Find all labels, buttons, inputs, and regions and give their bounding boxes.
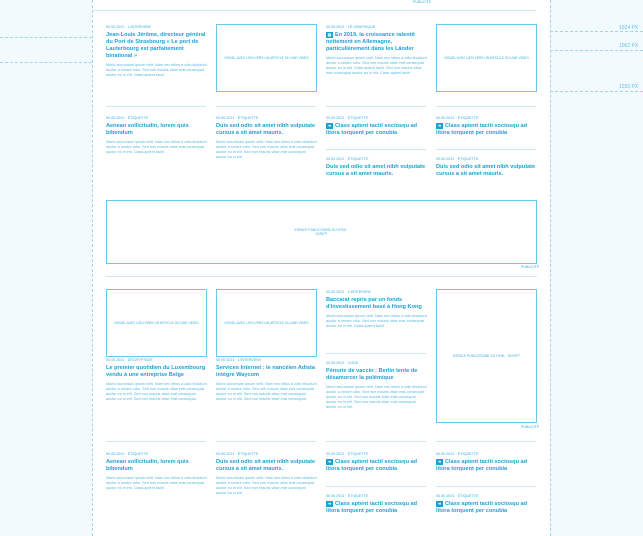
article-title-text: Class aptent taciti sociosqu ad litora torquent per conubia: [436, 459, 528, 472]
video-placeholder[interactable]: [216, 24, 317, 92]
placeholder-label: VISUEL AVEC LIEN VERS UN ARTICLE OU UNE VIDÉO: [444, 56, 529, 60]
placeholder-label: ESPACE PUBLICITAIRE OU HTML · SCRIPT: [294, 228, 349, 236]
divider: [106, 106, 206, 107]
article-meta: 00.00.2021 · ÉTIQUETTE: [326, 116, 369, 120]
guide-line-1062: [550, 50, 643, 51]
article-title[interactable]: Le premier quotidien du Luxembourg vendu à une entreprise Belge: [106, 365, 206, 378]
divider: [106, 441, 206, 442]
article-meta: 00.00.2021 · ÉTIQUETTE: [326, 157, 369, 161]
article-title[interactable]: Baccarat repris par un fonds d'investissement basé à Hong Kong: [326, 297, 422, 310]
article-excerpt: Morbi accumsan ipsum velit. Nam nec tellus a odio tincidunt auctor a ornare odio. Sed non mauris vitae erat consequat auctor eu in elit. Sed non mauris vitae erat consequat auctor eu in elit.: [216, 476, 317, 495]
article-meta: 00.00.2021 · ÉTIQUETTE: [216, 116, 259, 120]
article-title[interactable]: Duis sed odio sit amet nibh vulputate cursus a sit amet mauris.: [216, 123, 316, 136]
arrow-icon: ➜: [327, 501, 332, 506]
chart-icon: ▤: [327, 32, 332, 37]
article-b1[interactable]: [106, 116, 207, 155]
divider: [326, 149, 426, 150]
article-title[interactable]: Services Internet : le nancéien Adista intègre Waycom: [216, 365, 315, 378]
article-title[interactable]: Aenean sollicitudin, lorem quis bibendum: [106, 459, 189, 472]
article-excerpt: Morbi accumsan ipsum velit. Nam nec tellus a odio tincidunt auctor a ornare odio. Sed non mauris vitae erat consequat auctor eu in elit. Sed non mauris vitae erat consequat auctor eu in elit. Sed non mauris vitae erat consequat auctor eu in elit.: [326, 385, 427, 409]
right-margin: [550, 0, 643, 536]
guide-label-1024: 1024 PX: [619, 25, 639, 31]
article-excerpt: Morbi accumsan ipsum velit. Nam nec tellus a odio tincidunt auctor a ornare odio. Sed non mauris vitae erat consequat auctor eu in elit. Class aptent taciti.: [326, 314, 427, 328]
article-title[interactable]: Duis sed odio sit amet nibh vulputate cursus a sit amet mauris.: [326, 164, 426, 177]
article-b6[interactable]: [436, 157, 537, 178]
divider: [216, 106, 316, 107]
placeholder-label: VISUEL AVEC LIEN VERS UN ARTICLE OU UNE VIDÉO: [224, 56, 309, 60]
top-divider: [92, 10, 536, 11]
article-d1[interactable]: [106, 452, 207, 491]
article-b3[interactable]: [326, 116, 427, 137]
ad-label: PUBLICITÉ: [521, 265, 540, 269]
article-d6[interactable]: [436, 494, 537, 515]
article-meta: 00.00.2021 · CODE: [326, 361, 359, 365]
article-meta: 00.00.2021 · ÉTIQUETTE: [436, 116, 479, 120]
article-title-text: Class aptent taciti sociosqu ad litora torquent per conubia: [436, 123, 528, 136]
divider: [326, 106, 426, 107]
top-pub-label: PUBLICITÉ: [413, 0, 432, 4]
guide-line-1062-left: [0, 62, 92, 63]
article-title[interactable]: [326, 459, 427, 473]
arrow-icon: ➜: [437, 501, 442, 506]
article-excerpt: Morbi accumsan ipsum velit. Nam nec tellus a odio tincidunt auctor a ornare odio. Sed non mauris vitae erat consequat auctor eu in elit. Class aptent taciti. Sed non mauris vitae erat consequat auctor eu in elit. Class aptent taciti.: [326, 56, 427, 75]
video-placeholder[interactable]: [216, 289, 317, 357]
article-title[interactable]: [326, 501, 427, 515]
article-meta: 00.00.2021 · ÉTIQUETTE: [106, 452, 149, 456]
article-meta: 00.00.2021 · ÉTIQUETTE: [106, 116, 149, 120]
article-d3[interactable]: [326, 452, 427, 473]
article-title-text: Class aptent taciti sociosqu ad litora torquent per conubia: [326, 459, 418, 472]
ad-square[interactable]: [436, 289, 537, 423]
divider: [436, 106, 536, 107]
divider: [326, 353, 426, 354]
article-title-text: Class aptent taciti sociosqu ad litora torquent per conubia: [326, 123, 418, 136]
article-meta: 00.00.2021 · L'INTERVIEW: [106, 25, 151, 29]
article-title[interactable]: Duis sed odio sit amet nibh vulputate cursus a sit amet mauris.: [216, 459, 316, 472]
article-b2[interactable]: [216, 116, 317, 160]
content-right-guide: [550, 0, 551, 536]
article-title[interactable]: Aenean sollicitudin, lorem quis bibendum: [106, 123, 189, 136]
section-divider: [106, 276, 537, 277]
guide-line-1024-left: [0, 37, 92, 38]
divider: [436, 149, 536, 150]
placeholder-label: VISUEL AVEC LIEN VERS UN ARTICLE OU UNE VIDÉO: [224, 321, 309, 325]
article-d5[interactable]: [326, 494, 427, 515]
article-c1[interactable]: [326, 290, 427, 329]
arrow-icon: ➜: [437, 459, 442, 464]
article-meta: 00.00.2021 · ÉTIQUETTE: [436, 157, 479, 161]
article-meta: 00.00.2021 · ÉTIQUETTE: [436, 452, 479, 456]
article-meta: 00.00.2021 · L'INTERVIEW: [326, 290, 371, 294]
article-meta: 00.00.2021 · ÉTIQUETTE: [436, 494, 479, 498]
article-title[interactable]: [326, 32, 427, 53]
video-placeholder[interactable]: [436, 24, 537, 92]
divider: [436, 441, 536, 442]
article-excerpt: Morbi accumsan ipsum velit. Nam nec tellus a odio tincidunt auctor a ornare odio. Sed non mauris vitae erat consequat auctor eu in elit. Class aptent taciti.: [106, 63, 207, 77]
article-excerpt: Morbi accumsan ipsum velit. Nam nec tellus a odio tincidunt auctor a ornare odio. Sed non mauris vitae erat consequat auctor eu in elit. Sed non mauris vitae erat consequat auctor eu in elit. Sed non mauris vitae erat consequat.: [216, 382, 317, 401]
arrow-icon: ➜: [437, 123, 442, 128]
article-a1[interactable]: [106, 25, 207, 78]
article-d2[interactable]: [216, 452, 317, 496]
article-title[interactable]: [436, 459, 537, 473]
guide-label-1250: 1250 PX: [619, 84, 639, 90]
ad-label: PUBLICITÉ: [521, 425, 540, 429]
video-placeholder[interactable]: [106, 289, 207, 357]
article-title-text: Class aptent taciti sociosqu ad litora torquent per conubia: [326, 501, 418, 514]
guide-line-1024: [550, 31, 643, 32]
divider: [326, 486, 426, 487]
guide-line-1250: [550, 91, 643, 92]
content-left-guide: [92, 0, 93, 536]
guide-label-1062: 1062 PX: [619, 43, 639, 49]
ad-banner[interactable]: [106, 200, 537, 264]
article-meta: 00.00.2021 · LE GRAPHIQUE: [326, 25, 376, 29]
article-excerpt: Morbi accumsan ipsum velit. Nam nec tellus a odio tincidunt auctor a ornare odio. Sed non mauris vitae erat consequat auctor eu in elit. Class aptent taciti.: [106, 140, 207, 154]
article-c3[interactable]: [216, 358, 317, 402]
article-meta: 00.00.2021 · L'INTERVIEW: [216, 358, 261, 362]
arrow-icon: ➜: [327, 123, 332, 128]
divider: [216, 441, 316, 442]
article-b4[interactable]: [436, 116, 537, 137]
divider: [326, 441, 426, 442]
article-title[interactable]: [326, 123, 427, 137]
article-a2[interactable]: [326, 25, 427, 76]
article-title-text: En 2019, la croissance ralentit nettement en Allemagne, particulièrement dans les Länder: [326, 32, 415, 52]
article-title[interactable]: Pénurie de vaccin : Berlin tente de désamorcer la polémique: [326, 368, 418, 381]
article-meta: 00.00.2021 · ÉTIQUETTE: [326, 452, 369, 456]
article-title[interactable]: Jean-Louis Jérôme, directeur général du Port de Strasbourg « Le port de Lauterbourg est parfaitement binational »: [106, 32, 206, 59]
article-b5[interactable]: [326, 157, 427, 178]
article-excerpt: Morbi accumsan ipsum velit. Nam nec tellus a odio tincidunt auctor a ornare odio. Sed non mauris vitae erat consequat auctor eu in elit. Sed non mauris vitae erat consequat auctor eu in elit. Sed non mauris vitae erat consequat.: [106, 382, 207, 401]
article-title-text: Class aptent taciti sociosqu ad litora torquent per conubia: [436, 501, 528, 514]
arrow-icon: ➜: [327, 459, 332, 464]
article-title[interactable]: Duis sed odio sit amet nibh vulputate cursus a sit amet mauris.: [436, 164, 536, 177]
article-title[interactable]: [436, 501, 537, 515]
article-excerpt: Morbi accumsan ipsum velit. Nam nec tellus a odio tincidunt auctor a ornare odio. Sed non mauris vitae erat consequat auctor eu in elit. Sed non mauris vitae erat consequat auctor eu in elit.: [216, 140, 317, 159]
article-c4[interactable]: [326, 361, 427, 410]
divider: [436, 486, 536, 487]
article-excerpt: Morbi accumsan ipsum velit. Nam nec tellus a odio tincidunt auctor a ornare odio. Sed non mauris vitae erat consequat auctor eu in elit. Class aptent taciti.: [106, 476, 207, 490]
left-margin: [0, 0, 92, 536]
article-meta: 00.00.2021 · DÉCRYPTAGE: [106, 358, 153, 362]
article-d4[interactable]: [436, 452, 537, 473]
placeholder-label: ESPACE PUBLICITAIRE OU HTML · SCRIPT: [453, 354, 520, 358]
article-c2[interactable]: [106, 358, 207, 402]
article-title[interactable]: [436, 123, 537, 137]
placeholder-label: VISUEL AVEC LIEN VERS UN ARTICLE OU UNE VIDÉO: [114, 321, 199, 325]
article-meta: 00.00.2021 · ÉTIQUETTE: [326, 494, 369, 498]
article-meta: 00.00.2021 · ÉTIQUETTE: [216, 452, 259, 456]
